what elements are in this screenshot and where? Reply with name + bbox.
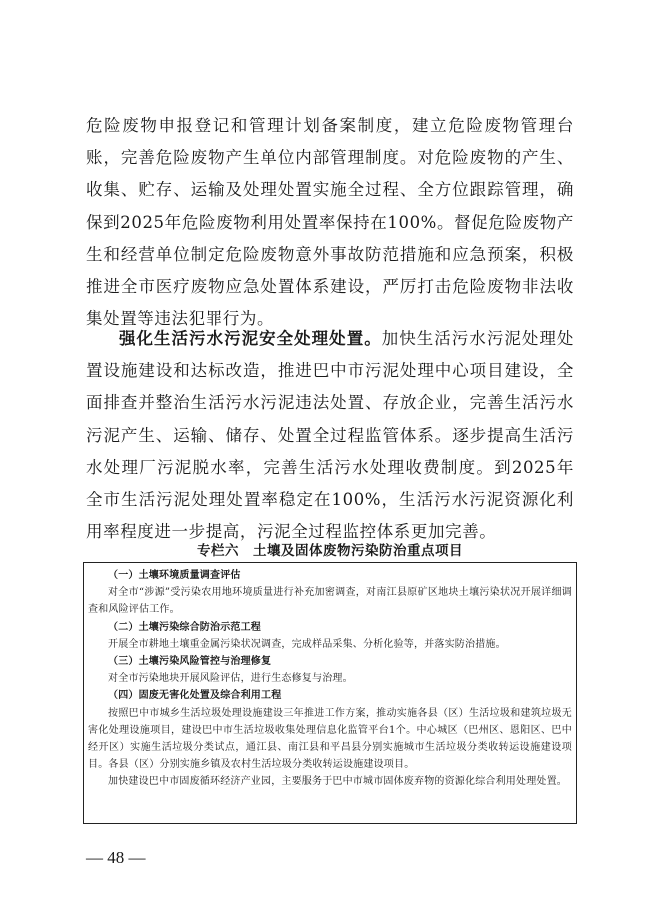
section-text: 开展全市耕地土壤重金属污染状况调查，完成样品采集、分析化验等，并落实防治措施。 bbox=[108, 638, 506, 650]
paragraph-sewage-sludge bbox=[86, 323, 574, 548]
section-heading: （一）土壤环境质量调查评估 bbox=[108, 570, 241, 581]
section-text: 对全市“涉源”受污染农用地环境质量进行补充加密调查，对南江县原矿区地块土壤污染状况开展详细调查和风险评估工作。 bbox=[88, 587, 572, 616]
section-text: 按照巴中市城乡生活垃圾处理设施建设三年推进工作方案，推动实施各县（区）生活垃圾和建筑垃圾无害化处理设施项目，建设巴中市生活垃圾收集处理信息化监管平台1个。中心城区（巴州区、恩阳区、巴中经开区）实施生活垃圾分类试点，通江县、南江县和平昌县分别实施城市生活垃圾分类收转运设施建设项目。各县（区）分别实施乡镇及农村生活垃圾分类收转运设施建设项目。 bbox=[88, 707, 572, 771]
section-text: 对全市污染地块开展风险评估，进行生态修复与治理。 bbox=[108, 673, 353, 685]
section-heading: （二）土壤污染综合防治示范工程 bbox=[108, 621, 261, 633]
page-number: — 48 — bbox=[86, 848, 146, 867]
section-heading: （三）土壤污染风险管控与治理修复 bbox=[108, 656, 272, 668]
box-title: 专栏六 土壤及固体废物污染防治重点项目 bbox=[197, 543, 463, 559]
key-projects-box bbox=[83, 562, 577, 824]
section-heading: （四）固废无害化处置及综合利用工程 bbox=[108, 690, 282, 702]
paragraph-heading: 强化生活污水污泥安全处理处置。 bbox=[119, 329, 382, 348]
section-text: 加快建设巴中市固废循环经济产业园，主要服务于巴中市城市固体废弃物的资源化综合利用处理处置。 bbox=[108, 776, 567, 788]
paragraph-hazardous-waste: 危险废物申报登记和管理计划备案制度，建立危险废物管理台账，完善危险废物产生单位内部管理制度。对危险废物的产生、收集、贮存、运输及处理处置实施全过程、全方位跟踪管理，确保到2025年危险废物利用处置率保持在100%。督促危险废物产生和经营单位制定危险废物意外事故防范措施和应急预案，积极推进全市医疗废物应急处置体系建设，严厉打击危险废物非法收集处置等违法犯罪行为。 bbox=[86, 116, 574, 329]
paragraph-body: 加快生活污水污泥处理处置设施建设和达标改造，推进巴中市污泥处理中心项目建设，全面排查并整治生活污水污泥违法处置、存放企业，完善生活污水污泥产生、运输、储存、处置全过程监管体系。逐步提高生活污水处理厂污泥脱水率，完善生活污水处理收费制度。到2025年全市生活污泥处理处置率稳定在100%，生活污水污泥资源化利用率程度进一步提高，污泥全过程监控体系更加完善。 bbox=[86, 329, 574, 542]
